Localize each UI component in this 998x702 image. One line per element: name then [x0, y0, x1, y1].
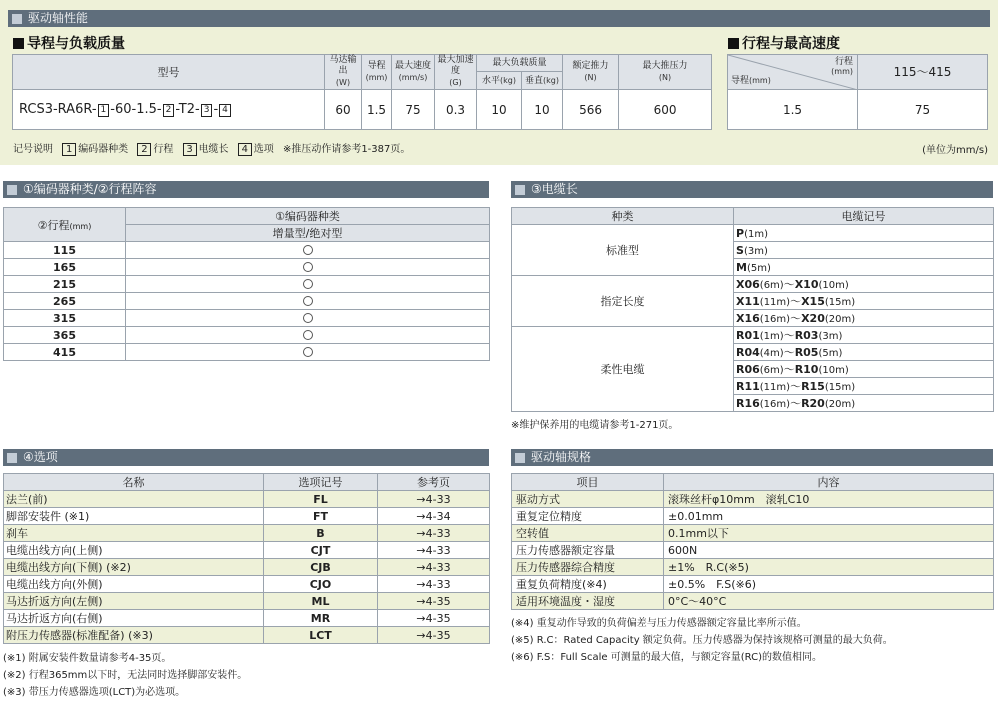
spec-item: 压力传感器额定容量 — [512, 542, 664, 559]
cable-group-flexible: 柔性电缆 — [512, 327, 734, 412]
option-name: 刹车 — [4, 525, 264, 542]
section-bar-spec — [511, 449, 993, 466]
spec-content: 0°C～40°C — [664, 593, 994, 610]
legend-box-4: 4 — [238, 143, 252, 156]
encoder-stroke-table — [3, 207, 490, 361]
option-name: 电缆出线方向(外侧) — [4, 576, 264, 593]
header-max-push: 最大推压力 (N) — [619, 55, 712, 90]
spec-table — [511, 473, 994, 610]
spec-item: 重复负荷精度(※4) — [512, 576, 664, 593]
code-box-option: 4 — [219, 104, 231, 117]
square-bullet-icon — [728, 38, 739, 49]
header-encoder-sub: 增量型/绝对型 — [126, 225, 490, 242]
option-name: 马达折返方向(右侧) — [4, 610, 264, 627]
bar-square-icon — [515, 185, 525, 195]
option-name: 附压力传感器(标准配备) (※3) — [4, 627, 264, 644]
bar-square-icon — [12, 14, 22, 24]
available-circle-icon — [303, 245, 313, 255]
cable-code-row: P(1m) — [734, 225, 994, 242]
header-cable-type: 种类 — [512, 208, 734, 225]
cable-code-row: R06(6m)～R10(10m) — [734, 361, 994, 378]
header-spec-content: 内容 — [664, 474, 994, 491]
spec-item: 重复定位精度 — [512, 508, 664, 525]
stroke-speed-table — [727, 54, 988, 130]
subheading-text: 行程与最高速度 — [742, 36, 840, 52]
option-note-3: (※3) 带压力传感器选项(LCT)为必选项。 — [3, 687, 186, 698]
option-code: FT — [264, 508, 378, 525]
value-vertical: 10 — [522, 90, 563, 130]
code-box-cable: 3 — [201, 104, 213, 117]
cable-code-row: S(3m) — [734, 242, 994, 259]
availability-cell — [126, 293, 490, 310]
section-title: 驱动轴规格 — [531, 450, 592, 464]
option-code: CJB — [264, 559, 378, 576]
value-rated-thrust: 566 — [563, 90, 619, 130]
available-circle-icon — [303, 330, 313, 340]
header-vertical: 垂直(kg) — [522, 72, 563, 90]
option-code: FL — [264, 491, 378, 508]
option-ref: →4-35 — [378, 627, 490, 644]
option-code: CJT — [264, 542, 378, 559]
speed-value: 75 — [858, 90, 988, 130]
availability-cell — [126, 242, 490, 259]
options-table — [3, 473, 490, 644]
model-code: RCS3-RA6R- 1 -60-1.5- 2 -T2- 3 - 4 — [13, 90, 325, 130]
availability-cell — [126, 310, 490, 327]
option-name: 法兰(前) — [4, 491, 264, 508]
available-circle-icon — [303, 347, 313, 357]
spec-content: 滚珠丝杆φ10mm 滚轧C10 — [664, 491, 994, 508]
option-ref: →4-35 — [378, 593, 490, 610]
section-bar-options — [3, 449, 489, 466]
section-title: ④选项 — [23, 450, 58, 464]
option-code: ML — [264, 593, 378, 610]
value-motor-output: 60 — [325, 90, 362, 130]
spec-content: ±0.5% F.S(※6) — [664, 576, 994, 593]
option-note-1: (※1) 附属安装件数量请参考4-35页。 — [3, 653, 172, 664]
section-bar-encoder — [3, 181, 489, 198]
header-lead: 导程 (mm) — [362, 55, 392, 90]
option-code: MR — [264, 610, 378, 627]
availability-cell — [126, 344, 490, 361]
section-title: ③电缆长 — [531, 182, 578, 196]
header-motor-output: 马达输出 (W) — [325, 55, 362, 90]
available-circle-icon — [303, 279, 313, 289]
code-box-stroke: 2 — [163, 104, 175, 117]
header-rated-thrust: 额定推力 (N) — [563, 55, 619, 90]
lead-load-table — [12, 54, 712, 130]
header-option-name: 名称 — [4, 474, 264, 491]
spec-note-6: (※6) F.S：Full Scale 可测量的最大值，与额定容量(RC)的数值相同。 — [511, 652, 822, 663]
subheading-text: 导程与负载质量 — [27, 36, 125, 52]
availability-cell — [126, 327, 490, 344]
option-ref: →4-35 — [378, 610, 490, 627]
header-max-speed: 最大速度 (mm/s) — [392, 55, 435, 90]
header-option-code: 选项记号 — [264, 474, 378, 491]
section-title: ①编码器种类/②行程阵容 — [23, 182, 157, 196]
cable-code-row: X11(11m)～X15(15m) — [734, 293, 994, 310]
cable-code-row: R01(1m)～R03(3m) — [734, 327, 994, 344]
value-max-accel: 0.3 — [435, 90, 477, 130]
value-max-speed: 75 — [392, 90, 435, 130]
option-ref: →4-33 — [378, 542, 490, 559]
option-name: 电缆出线方向(下侧) (※2) — [4, 559, 264, 576]
bar-square-icon — [7, 453, 17, 463]
header-encoder-type: ①编码器种类 — [126, 208, 490, 225]
option-code: CJO — [264, 576, 378, 593]
available-circle-icon — [303, 313, 313, 323]
header-horizontal: 水平(kg) — [477, 72, 522, 90]
stroke-value: 165 — [4, 259, 126, 276]
stroke-value: 365 — [4, 327, 126, 344]
bar-square-icon — [515, 453, 525, 463]
stroke-value: 315 — [4, 310, 126, 327]
spec-item: 适用环境温度・湿度 — [512, 593, 664, 610]
option-note-2: (※2) 行程365mm以下时，无法同时选择脚部安装件。 — [3, 670, 248, 681]
spec-note-5: (※5) R.C：Rated Capacity 额定负荷。压力传感器为保持该规格可测量的最大负荷。 — [511, 635, 893, 646]
available-circle-icon — [303, 262, 313, 272]
header-cable-code: 电缆记号 — [734, 208, 994, 225]
available-circle-icon — [303, 296, 313, 306]
spec-content: ±0.01mm — [664, 508, 994, 525]
option-code: B — [264, 525, 378, 542]
cable-group-standard: 标准型 — [512, 225, 734, 276]
value-lead: 1.5 — [362, 90, 392, 130]
legend-label-4: 选项 — [253, 144, 274, 155]
cable-code-row: X16(16m)～X20(20m) — [734, 310, 994, 327]
subheading-stroke-speed — [728, 33, 840, 53]
cable-note: ※维护保养用的电缆请参考1-271页。 — [511, 420, 679, 431]
stroke-range: 115～415 — [858, 55, 988, 90]
header-model: 型号 — [13, 55, 325, 90]
bar-square-icon — [7, 185, 17, 195]
spec-content: 600N — [664, 542, 994, 559]
section-bar-cable — [511, 181, 993, 198]
lead-value: 1.5 — [728, 90, 858, 130]
square-bullet-icon — [13, 38, 24, 49]
legend-label-3: 电缆长 — [198, 144, 229, 155]
cable-code-row: R16(16m)～R20(20m) — [734, 395, 994, 412]
header-stroke: ②行程(mm) — [4, 208, 126, 242]
option-ref: →4-33 — [378, 576, 490, 593]
header-max-accel: 最大加速度 (G) — [435, 55, 477, 90]
legend-label-1: 编码器种类 — [78, 144, 129, 155]
spec-item: 驱动方式 — [512, 491, 664, 508]
stroke-value: 215 — [4, 276, 126, 293]
cable-group-specified: 指定长度 — [512, 276, 734, 327]
option-name: 脚部安装件 (※1) — [4, 508, 264, 525]
legend-label-2: 行程 — [153, 144, 174, 155]
availability-cell — [126, 276, 490, 293]
header-spec-item: 项目 — [512, 474, 664, 491]
spec-note-4: (※4) 重复动作导致的负荷偏差与压力传感器额定容量比率所示值。 — [511, 618, 807, 629]
stroke-value: 415 — [4, 344, 126, 361]
spec-content: ±1% R.C(※5) — [664, 559, 994, 576]
value-max-push: 600 — [619, 90, 712, 130]
cable-table — [511, 207, 994, 412]
option-ref: →4-33 — [378, 559, 490, 576]
header-option-ref: 参考页 — [378, 474, 490, 491]
spec-item: 压力传感器综合精度 — [512, 559, 664, 576]
availability-cell — [126, 259, 490, 276]
stroke-label: 行程 (mm) — [831, 57, 853, 76]
header-lead-stroke — [728, 55, 858, 90]
legend-box-3: 3 — [183, 143, 197, 156]
option-name: 电缆出线方向(上侧) — [4, 542, 264, 559]
lead-label: 导程(mm) — [731, 76, 771, 86]
option-ref: →4-33 — [378, 525, 490, 542]
cable-code-row: R11(11m)～R15(15m) — [734, 378, 994, 395]
value-horizontal: 10 — [477, 90, 522, 130]
code-box-encoder: 1 — [98, 104, 110, 117]
legend-box-2: 2 — [137, 143, 151, 156]
option-ref: →4-34 — [378, 508, 490, 525]
option-name: 马达折返方向(左侧) — [4, 593, 264, 610]
cable-code-row: X06(6m)～X10(10m) — [734, 276, 994, 293]
unit-note: (单位为mm/s) — [922, 145, 988, 156]
header-max-load: 最大负载质量 — [477, 55, 563, 72]
cable-code-row: R04(4m)～R05(5m) — [734, 344, 994, 361]
subheading-lead-load — [13, 33, 125, 53]
section-title: 驱动轴性能 — [28, 11, 89, 25]
legend-note: ※推压动作请参考1-387页。 — [282, 144, 411, 155]
spec-content: 0.1mm以下 — [664, 525, 994, 542]
spec-item: 空转值 — [512, 525, 664, 542]
legend — [13, 140, 410, 156]
cable-code-row: M(5m) — [734, 259, 994, 276]
option-code: LCT — [264, 627, 378, 644]
legend-box-1: 1 — [62, 143, 76, 156]
stroke-value: 115 — [4, 242, 126, 259]
option-ref: →4-33 — [378, 491, 490, 508]
section-bar-performance — [8, 10, 990, 27]
stroke-value: 265 — [4, 293, 126, 310]
legend-title: 记号说明 — [13, 144, 53, 155]
